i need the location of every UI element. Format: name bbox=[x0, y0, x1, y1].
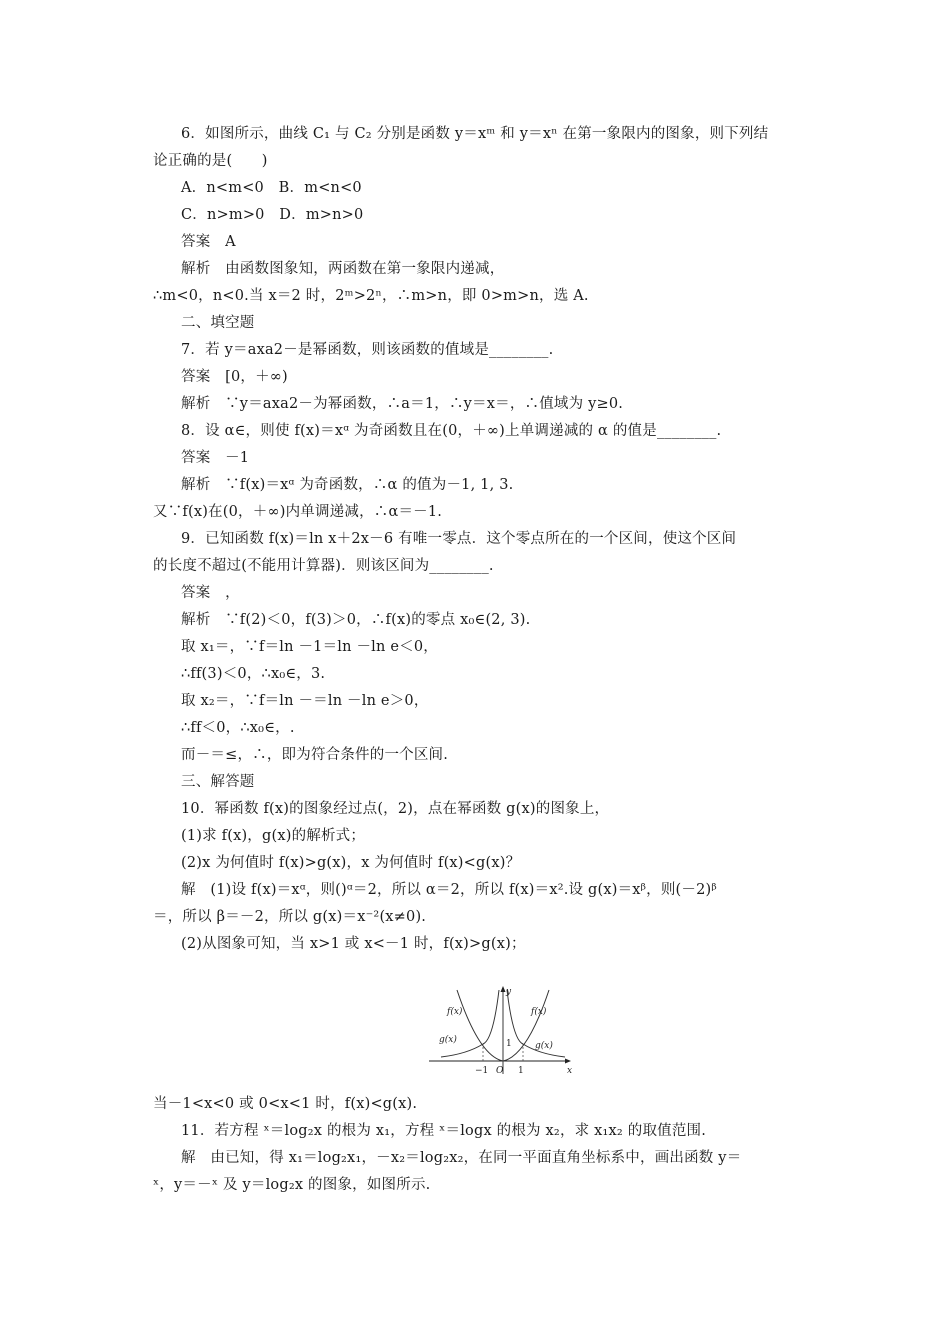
q8-answer: 答案 －1 bbox=[181, 450, 250, 466]
q7-analysis: 解析 ∵y＝axa2－为幂函数，∴a＝1，∴y＝x＝，∴值域为 y≥0. bbox=[181, 396, 624, 412]
q10-line: 10．幂函数 f(x)的图象经过点(，2)，点在幂函数 g(x)的图象上， bbox=[181, 801, 610, 817]
q6-answer: 答案 A bbox=[181, 234, 236, 250]
q9-answer: 答案 ， bbox=[181, 585, 240, 601]
q9-line-2: 的长度不超过(不能用计算器)．则该区间为________. bbox=[153, 558, 494, 574]
section-fill-blank: 二、填空题 bbox=[181, 315, 255, 331]
q10-solution-4: 当－1<x<0 或 0<x<1 时，f(x)<g(x). bbox=[153, 1096, 418, 1112]
q9-analysis-3: ∴ff(3)＜0，∴x₀∈，3. bbox=[181, 666, 326, 682]
section-solve: 三、解答题 bbox=[181, 774, 255, 790]
q11-line: 11．若方程 ˣ＝log₂x 的根为 x₁，方程 ˣ＝logx 的根为 x₂，求 x₁x₂ 的取值范围. bbox=[181, 1123, 707, 1139]
q8-analysis-1: 解析 ∵f(x)＝xᵅ 为奇函数，∴α 的值为－1, 1, 3. bbox=[181, 477, 514, 493]
q11-solution-1: 解 由已知，得 x₁＝log₂x₁，－x₂＝log₂x₂，在同一平面直角坐标系中，画出函数 y＝ bbox=[181, 1150, 742, 1166]
q9-analysis-1: 解析 ∵f(2)＜0，f(3)＞0，∴f(x)的零点 x₀∈(2, 3). bbox=[181, 612, 531, 628]
label-y-axis: y bbox=[506, 987, 512, 997]
q6-analysis-2: ∴m<0，n<0.当 x＝2 时，2ᵐ>2ⁿ，∴m>n，即 0>m>n，选 A. bbox=[153, 288, 589, 304]
label-x-axis: x bbox=[567, 1066, 573, 1076]
label-pos-one: 1 bbox=[518, 1066, 524, 1076]
q9-line-1: 9．已知函数 f(x)＝ln x＋2x－6 有唯一零点．这个零点所在的一个区间，使这个区间 bbox=[181, 531, 737, 547]
label-g-left: g(x) bbox=[439, 1035, 457, 1045]
q7-answer: 答案 [0，＋∞) bbox=[181, 369, 288, 385]
q9-analysis-4: 取 x₂＝，∵f＝ln －＝ln －ln e＞0， bbox=[181, 693, 429, 709]
q6-analysis-1: 解析 由函数图象知，两函数在第一象限内递减， bbox=[181, 261, 505, 277]
q10-part1: (1)求 f(x)，g(x)的解析式； bbox=[181, 828, 366, 844]
q10-solution-1: 解 (1)设 f(x)＝xᵅ，则()ᵅ＝2，所以 α＝2，所以 f(x)＝x².设 g(x)＝xᵝ，则(－2)ᵝ bbox=[181, 882, 717, 898]
label-f-left: f(x) bbox=[447, 1007, 463, 1017]
q8-line: 8．设 α∈，则使 f(x)＝xᵅ 为奇函数且在(0，＋∞)上单调递减的 α 的值是________. bbox=[181, 423, 722, 439]
label-neg-one: −1 bbox=[475, 1066, 489, 1076]
q11-solution-2: ˣ，y＝－ˣ 及 y＝log₂x 的图象，如图所示. bbox=[153, 1177, 431, 1193]
q8-analysis-2: 又∵f(x)在(0，＋∞)内单调递减，∴α＝－1. bbox=[153, 504, 443, 520]
q6-options-ab: A．n<m<0 B．m<n<0 bbox=[181, 180, 362, 196]
q6-line-1: 6．如图所示，曲线 C₁ 与 C₂ 分别是函数 y＝xᵐ 和 y＝xⁿ 在第一象限内的图象，则下列结 bbox=[181, 126, 769, 142]
q7-line: 7．若 y＝axa2－是幂函数，则该函数的值域是________. bbox=[181, 342, 554, 358]
q9-analysis-6: 而－＝≤，∴，即为符合条件的一个区间. bbox=[181, 747, 449, 763]
label-one-y: 1 bbox=[506, 1039, 512, 1049]
power-function-graph bbox=[425, 984, 575, 1076]
q10-part2: (2)x 为何值时 f(x)>g(x)，x 为何值时 f(x)<g(x)？ bbox=[181, 855, 521, 871]
label-g-right: g(x) bbox=[535, 1041, 553, 1051]
q6-line-2: 论正确的是( ) bbox=[153, 153, 268, 169]
q10-solution-2: ＝，所以 β＝－2，所以 g(x)＝x⁻²(x≠0). bbox=[153, 909, 427, 925]
q9-analysis-2: 取 x₁＝，∵f＝ln －1＝ln －ln e＜0， bbox=[181, 639, 438, 655]
label-origin: O bbox=[496, 1066, 504, 1076]
label-f-right: f(x) bbox=[531, 1007, 547, 1017]
q6-options-cd: C．n>m>0 D．m>n>0 bbox=[181, 207, 364, 223]
q10-solution-3: (2)从图象可知，当 x>1 或 x<－1 时，f(x)>g(x)； bbox=[181, 936, 526, 952]
q9-analysis-5: ∴ff＜0，∴x₀∈，. bbox=[181, 720, 295, 736]
